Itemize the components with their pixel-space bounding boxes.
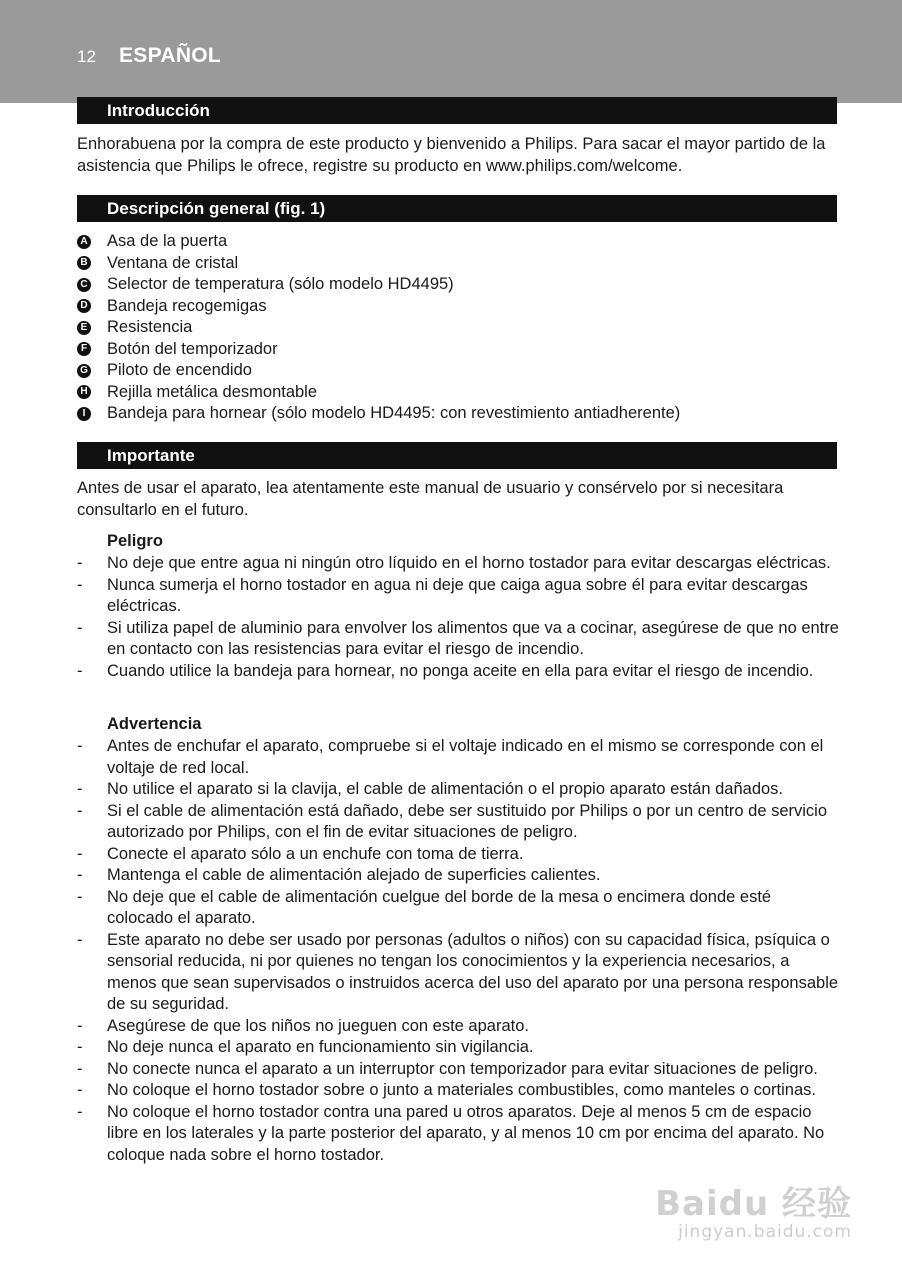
warning-list xyxy=(77,736,839,1166)
warning-item xyxy=(77,1037,839,1059)
section-heading-overview: Descripción general (fig. 1) xyxy=(77,195,837,222)
warning-item-text: No deje nunca el aparato en funcionamiento sin vigilancia. xyxy=(107,1038,534,1056)
bullet-dash: - xyxy=(77,575,83,594)
part-item xyxy=(77,231,837,253)
part-label: Bandeja para hornear (sólo modelo HD4495: con revestimiento antiadherente) xyxy=(107,404,681,423)
warning-item xyxy=(77,887,839,930)
warning-item-text: Antes de enchufar el aparato, compruebe si el voltaje indicado en el mismo se corresponde con el voltaje de red local. xyxy=(107,737,824,777)
danger-item xyxy=(77,553,839,575)
watermark-logo xyxy=(655,1183,852,1243)
bullet-dash: - xyxy=(77,801,83,820)
warning-item-text: Asegúrese de que los niños no jueguen con este aparato. xyxy=(107,1016,529,1035)
part-label: Ventana de cristal xyxy=(107,253,239,272)
warning-item-text: No coloque el horno tostador sobre o junto a materiales combustibles, como manteles o cortinas. xyxy=(107,1081,816,1099)
bullet-dash: - xyxy=(77,1059,83,1078)
warning-item-text: Si el cable de alimentación está dañado, debe ser sustituido por Philips o por un centro de servicio autorizado por Philips, con el fin de evitar situaciones de peligro. xyxy=(107,801,828,841)
part-label: Selector de temperatura (sólo modelo HD4495) xyxy=(107,275,454,294)
warning-item xyxy=(77,1059,839,1081)
warning-item-text: Este aparato no debe ser usado por personas (adultos o niños) con su capacidad física, psíquica o sensorial reducida, ni por quienes no tengan los conocimientos y la experiencia necesarios, a menos que sean supervisados o instruidos acerca del uso del aparato por una persona responsable de su seguridad. xyxy=(107,930,839,1013)
part-label: Botón del temporizador xyxy=(107,339,278,358)
part-item xyxy=(77,274,837,296)
watermark-brand: Baidu 经验 xyxy=(655,1183,852,1224)
bullet-dash: - xyxy=(77,618,83,637)
warning-item-text: Mantenga el cable de alimentación alejado de superficies calientes. xyxy=(107,866,601,884)
warning-item-text: No coloque el horno tostador contra una pared u otros aparatos. Deje al menos 5 cm de espacio libre en los laterales y la parte posterior del aparato, y al menos 10 cm por encima del aparato. No coloque nada sobre el horno tostador. xyxy=(107,1102,825,1164)
bullet-dash: - xyxy=(77,887,83,906)
part-item xyxy=(77,339,837,361)
danger-item-text: Si utiliza papel de aluminio para envolver los alimentos que va a cocinar, asegúrese de que no entre en contacto con las resistencias para evitar el riesgo de incendio. xyxy=(107,618,839,658)
language-title: ESPAÑOL xyxy=(119,44,222,67)
bullet-dash: - xyxy=(77,737,83,755)
part-item xyxy=(77,253,837,275)
important-intro: Antes de usar el aparato, lea atentamente este manual de usuario y consérvelo por si necesitara consultarlo en el futuro. xyxy=(77,479,784,519)
part-label: Asa de la puerta xyxy=(107,232,228,251)
bullet-dash: - xyxy=(77,844,83,863)
page-number: 12 xyxy=(77,47,96,66)
bullet-dash: - xyxy=(77,1102,83,1121)
part-letter-badge: H xyxy=(77,385,91,399)
part-label: Bandeja recogemigas xyxy=(107,296,267,315)
parts-list xyxy=(77,231,837,425)
danger-heading: Peligro xyxy=(107,532,163,550)
warning-item-text: No conecte nunca el aparato a un interruptor con temporizador para evitar situaciones de peligro. xyxy=(107,1059,818,1078)
section-heading-important: Importante xyxy=(77,442,837,469)
warning-item xyxy=(77,1016,839,1038)
warning-item xyxy=(77,1102,839,1167)
bullet-dash: - xyxy=(77,930,83,949)
part-letter-badge: D xyxy=(77,299,91,313)
part-label: Resistencia xyxy=(107,318,193,337)
part-label: Rejilla metálica desmontable xyxy=(107,382,318,401)
part-letter-badge: A xyxy=(77,235,91,249)
danger-item-text: Cuando utilice la bandeja para hornear, no ponga aceite en ella para evitar el riesgo de incendio. xyxy=(107,661,814,680)
watermark-url: jingyan.baidu.com xyxy=(678,1222,852,1243)
danger-item xyxy=(77,618,839,661)
danger-item-text: Nunca sumerja el horno tostador en agua ni deje que caiga agua sobre él para evitar descargas eléctricas. xyxy=(107,575,808,615)
warning-item xyxy=(77,736,839,779)
bullet-dash: - xyxy=(77,554,83,572)
warning-item xyxy=(77,930,839,1016)
warning-item xyxy=(77,801,839,844)
warning-item xyxy=(77,844,839,866)
section-heading-intro: Introducción xyxy=(77,97,837,124)
intro-paragraph: Enhorabuena por la compra de este producto y bienvenido a Philips. Para sacar el mayor partido de la asistencia que Philips le ofrece, registre su producto en www.philips.com/welcome. xyxy=(77,135,826,175)
part-letter-badge: I xyxy=(77,407,91,421)
bullet-dash: - xyxy=(77,1081,83,1099)
part-label: Piloto de encendido xyxy=(107,361,252,380)
warning-item xyxy=(77,865,839,887)
part-letter-badge: C xyxy=(77,278,91,292)
part-letter-badge: B xyxy=(77,256,91,270)
warning-item-text: No utilice el aparato si la clavija, el cable de alimentación o el propio aparato están dañados. xyxy=(107,780,784,798)
warning-item xyxy=(77,779,839,801)
danger-item xyxy=(77,575,839,618)
part-letter-badge: E xyxy=(77,321,91,335)
part-item xyxy=(77,296,837,318)
warning-item-text: No deje que el cable de alimentación cuelgue del borde de la mesa o encimera donde esté colocado el aparato. xyxy=(107,887,772,927)
part-item xyxy=(77,403,837,425)
part-letter-badge: F xyxy=(77,342,91,356)
part-item xyxy=(77,382,837,404)
bullet-dash: - xyxy=(77,661,83,680)
danger-item-text: No deje que entre agua ni ningún otro líquido en el horno tostador para evitar descargas eléctricas. xyxy=(107,554,831,572)
part-item xyxy=(77,317,837,339)
danger-item xyxy=(77,661,839,683)
bullet-dash: - xyxy=(77,1016,83,1035)
part-item xyxy=(77,360,837,382)
warning-item xyxy=(77,1080,839,1102)
warning-heading: Advertencia xyxy=(107,715,202,733)
bullet-dash: - xyxy=(77,780,83,798)
bullet-dash: - xyxy=(77,866,83,884)
bullet-dash: - xyxy=(77,1038,83,1056)
danger-list xyxy=(77,553,839,682)
warning-item-text: Conecte el aparato sólo a un enchufe con toma de tierra. xyxy=(107,844,524,863)
part-letter-badge: G xyxy=(77,364,91,378)
